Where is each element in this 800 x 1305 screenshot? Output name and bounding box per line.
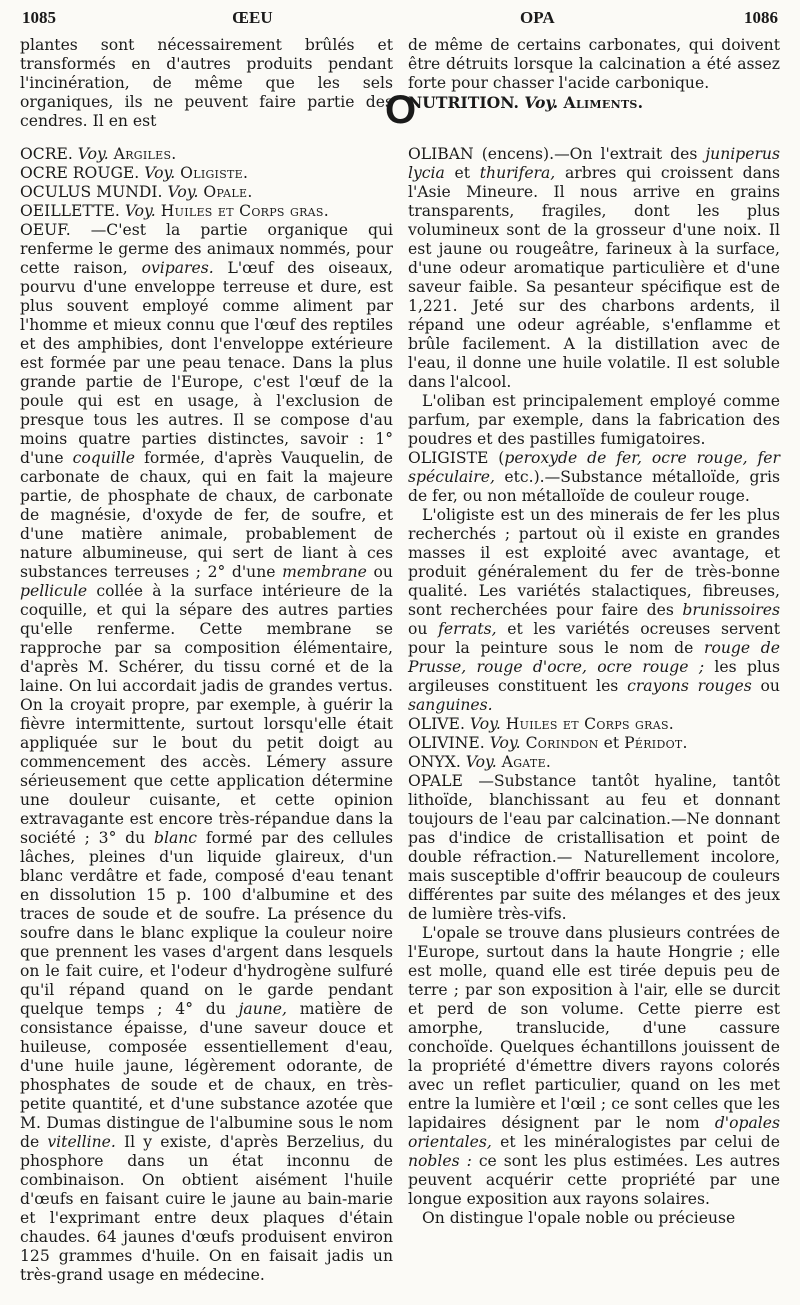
cross-reference-link[interactable]: Argiles. bbox=[113, 145, 177, 163]
page-number-right: 1086 bbox=[744, 8, 778, 27]
entry-text-italic: blanc bbox=[154, 829, 198, 847]
entry-paragraph bbox=[408, 924, 780, 1209]
voy-label: Voy. bbox=[144, 164, 176, 182]
header-word-left: ŒEU bbox=[232, 8, 273, 27]
cross-reference-link[interactable]: Huiles et Corps gras. bbox=[505, 715, 675, 733]
entry-text: —C'est la partie organique qui renferme le germe des animaux nommés, pour cette raison, bbox=[20, 221, 393, 277]
entry-text: ( bbox=[498, 449, 505, 467]
entry-opale bbox=[408, 772, 780, 924]
entry-text-italic: d'opales orientales, bbox=[408, 1114, 780, 1151]
cross-reference-link[interactable]: Opale. bbox=[203, 183, 253, 201]
entry-oligiste bbox=[408, 449, 780, 506]
voy-label: Voy. bbox=[524, 93, 559, 112]
entry-text: ou bbox=[760, 677, 780, 695]
entry-text: —Substance tantôt hyaline, tantôt lithoïde, blanchissant au feu et donnant toujours de l'eau par calcination.—Ne donnant pas d'indice de cristallisation et point de double réfraction.— Naturellement incolore, mais susceptible d'offrir beaucoup de couleurs différentes par suite des mélanges et des jeux de lumière très-vifs. bbox=[408, 772, 780, 923]
entry-text: les plus argileuses constituent les bbox=[408, 658, 780, 695]
entry-oliban bbox=[408, 145, 780, 392]
continued-paragraph: plantes sont nécessairement brûlés et transformés en d'autres produits pendant l'incinération, de même que les sels organiques, ils ne peuvent faire partie des cendres. Il en est bbox=[20, 36, 393, 130]
page-number-left: 1085 bbox=[22, 8, 56, 27]
entry-paragraph: On distingue l'opale noble ou précieuse bbox=[422, 1209, 736, 1227]
entry-oeuf bbox=[20, 221, 393, 1285]
entry-term: OLIGISTE bbox=[408, 449, 489, 467]
entry-text-italic: membrane bbox=[282, 563, 367, 581]
voy-label: Voy. bbox=[469, 715, 501, 733]
voy-label: Voy. bbox=[167, 183, 199, 201]
entry-text-italic: brunissoires bbox=[682, 601, 780, 619]
entry-term: OEUF. bbox=[20, 221, 71, 239]
entry-term: OLIBAN bbox=[408, 145, 474, 163]
entry-olive bbox=[408, 715, 780, 734]
entry-term: ONYX. bbox=[408, 753, 461, 771]
entry-ocre-rouge bbox=[20, 164, 393, 183]
entry-term: OLIVINE. bbox=[408, 734, 485, 752]
left-column bbox=[20, 145, 393, 1285]
entry-oeillette bbox=[20, 202, 393, 221]
entry-text: (encens).—On l'extrait des bbox=[481, 145, 698, 163]
running-header bbox=[22, 8, 778, 30]
section-letter: O bbox=[385, 88, 417, 132]
entry-text: L'opale se trouve dans plusieurs contrées de l'Europe, surtout dans la haute Hongrie ; elle est molle, quand elle est tirée depuis peu de terre ; par son exposition à l'air, elle se durcit et perd de son volume. Cette pierre est amorphe, translucide, d'une cassure conchoïde. Quelques échantillons jouissent de la propriété d'émettre divers rayons colorés avec un reflet particulier, quand on les met entre la lumière et l'œil ; ce sont celles que les lapidaires désignent par le nom bbox=[408, 924, 780, 1132]
header-word-right: OPA bbox=[520, 8, 555, 27]
continued-paragraph-right: de même de certains carbonates, qui doivent être détruits lorsque la calcination a été assez forte pour chasser l'acide carbonique. bbox=[408, 36, 780, 92]
entry-text-italic: nobles : bbox=[408, 1152, 472, 1170]
entry-text: ce sont les plus estimées. Les autres peuvent acquérir cette propriété par une longue exposition aux rayons solaires. bbox=[408, 1152, 781, 1208]
cross-reference-link[interactable]: Aliments. bbox=[563, 93, 644, 112]
entry-term: OLIVE. bbox=[408, 715, 465, 733]
entry-text: arbres qui croissent dans l'Asie Mineure. Il nous arrive en grains transparents, fragiles, dont les plus volumineux sont de la grosseur d'une noix. Il est jaune ou rougeâtre, farineux à la surface, d'une odeur aromatique particulière et d'une saveur faible. Sa pesanteur spécifique est de 1,221. Jeté sur des charbons ardents, il répand une odeur agréable, s'enflamme et brûle facilement. A la distillation avec de l'eau, il donne une huile volatile. Il est soluble dans l'alcool. bbox=[408, 164, 780, 391]
entry-text-italic: juniperus lycia bbox=[408, 145, 780, 182]
entry-text-italic: peroxyde de fer, ocre rouge, fer spéculaire, bbox=[408, 449, 780, 486]
entry-term: OCRE ROUGE. bbox=[20, 164, 140, 182]
entry-text-italic: ferrats, bbox=[438, 620, 497, 638]
entry-text: etc.).—Substance métalloïde, gris de fer, ou non métalloïde de couleur rouge. bbox=[408, 468, 780, 505]
entry-paragraph: L'oliban est principalement employé comme parfum, par exemple, dans la fabrication des poudres et des pastilles fumigatoires. bbox=[408, 392, 780, 448]
conjunction: et bbox=[603, 734, 620, 752]
cross-reference-link[interactable]: Oligiste. bbox=[180, 164, 249, 182]
entry-text: Il y existe, d'après Berzelius, du phosphore dans un état inconnu de combinaison. On obtient aisément l'huile d'œufs en faisant cuire le jaune au bain-marie et l'exprimant entre deux plaques d'étain chaudes. 64 jaunes d'œufs produisent environ 125 grammes d'huile. On en faisait jadis un très-grand usage en médecine. bbox=[20, 1133, 393, 1284]
entry-text-italic: pellicule bbox=[20, 582, 88, 600]
entry-text-italic: coquille bbox=[72, 449, 136, 467]
entry-onyx bbox=[408, 753, 780, 772]
entry-text-italic: thurifera, bbox=[479, 164, 556, 182]
left-column-top bbox=[20, 36, 393, 131]
entry-text: matière de consistance épaisse, d'une saveur douce et huileuse, composée essentiellement d'eau, d'une huile jaune, légèrement odorante, de phosphates de soude et de chaux, en très-petite quantité, et d'une substance azotée que M. Dumas distingue de l'albumine sous le nom de bbox=[20, 1000, 393, 1151]
cross-reference-link[interactable]: Huiles et Corps gras. bbox=[160, 202, 330, 220]
entry-olivine bbox=[408, 734, 780, 753]
entry-text-italic: sanguines. bbox=[408, 696, 493, 714]
entry-paragraph bbox=[408, 506, 780, 715]
entry-ocre bbox=[20, 145, 393, 164]
entry-text-italic: rouge de Prusse, rouge d'ocre, ocre rouge ; bbox=[408, 639, 780, 676]
entry-text: collée à la surface intérieure de la coquille, et qui la sépare des autres parties qu'elle renferme. Cette membrane se rapproche par sa composition élémentaire, d'après M. Schérer, du tissu corné et de la laine. On lui accordait jadis de grandes vertus. On la croyait propre, par exemple, à guérir la fièvre intermittente, surtout lorsqu'elle était appliquée sur le bout du petit doigt au commencement des accès. Lémery assure sérieusement que cette application détermine une douleur cuisante, et cette opinion extravagante est encore très-répandue dans la société ; 3° du bbox=[20, 582, 393, 847]
cross-reference-link[interactable]: Corindon bbox=[525, 734, 599, 752]
entry-text: ou bbox=[408, 620, 428, 638]
entry-term: OCULUS MUNDI. bbox=[20, 183, 163, 201]
entry-term: NUTRITION. bbox=[408, 93, 519, 112]
voy-label: Voy. bbox=[124, 202, 156, 220]
entry-text: L'oligiste est un des minerais de fer les plus recherchés ; partout où il existe en grandes masses il est exploité avec avantage, et produit généralement du fer de très-bonne qualité. Les variétés stalactiques, fibreuses, sont recherchées pour faire des bbox=[408, 506, 780, 619]
right-column-top bbox=[408, 36, 780, 112]
cross-reference-link[interactable]: Agate. bbox=[501, 753, 552, 771]
entry-oculus-mundi bbox=[20, 183, 393, 202]
entry-term: OEILLETTE. bbox=[20, 202, 120, 220]
voy-label: Voy. bbox=[77, 145, 109, 163]
entry-term: OCRE. bbox=[20, 145, 73, 163]
entry-nutrition bbox=[408, 93, 780, 112]
entry-text: et les variétés ocreuses servent pour la peinture sous le nom de bbox=[408, 620, 780, 657]
entry-text: formé par des cellules lâches, pleines d'un liquide glaireux, d'un blanc verdâtre et fade, composé d'eau tenant en dissolution 15 p. 100 d'albumine et des traces de soude et de soufre. La présence du soufre dans le blanc explique la couleur noire que prennent les vases d'argent dans lesquels on le fait cuire, et l'odeur d'hydrogène sulfuré qu'il répand quand on le garde pendant quelque temps ; 4° du bbox=[20, 829, 393, 1018]
voy-label: Voy. bbox=[465, 753, 497, 771]
right-column bbox=[408, 145, 780, 1228]
entry-text: ou bbox=[373, 563, 393, 581]
voy-label: Voy. bbox=[489, 734, 521, 752]
cross-reference-link[interactable]: Péridot. bbox=[624, 734, 688, 752]
entry-text-italic: jaune, bbox=[238, 1000, 287, 1018]
entry-text: formée, d'après Vauquelin, de carbonate de chaux, qui en fait la majeure partie, de phosphate de chaux, de carbonate de magnésie, d'oxyde de fer, de soufre, et d'une matière animale, probablement de nature albumineuse, qui sert de liant à ces substances terreuses ; 2° d'une bbox=[20, 449, 393, 581]
entry-text-italic: vitelline. bbox=[47, 1133, 116, 1151]
entry-text-italic: ovipares. bbox=[141, 259, 214, 277]
entry-text: et les minéralogistes par celui de bbox=[500, 1133, 780, 1151]
entry-text: et bbox=[454, 164, 471, 182]
entry-term: OPALE bbox=[408, 772, 463, 790]
entry-text: L'œuf des oiseaux, pourvu d'une enveloppe terreuse et dure, est plus souvent employé comme aliment par l'homme et mieux connu que l'œuf des reptiles et des amphibies, dont l'enveloppe extérieure est formée par une peau tenace. Dans la plus grande partie de l'Europe, c'est l'œuf de la poule qui est en usage, à l'exclusion de presque tous les autres. Il se compose d'au moins quatre parties distinctes, savoir : 1° d'une bbox=[20, 259, 394, 467]
entry-text-italic: crayons rouges bbox=[627, 677, 752, 695]
